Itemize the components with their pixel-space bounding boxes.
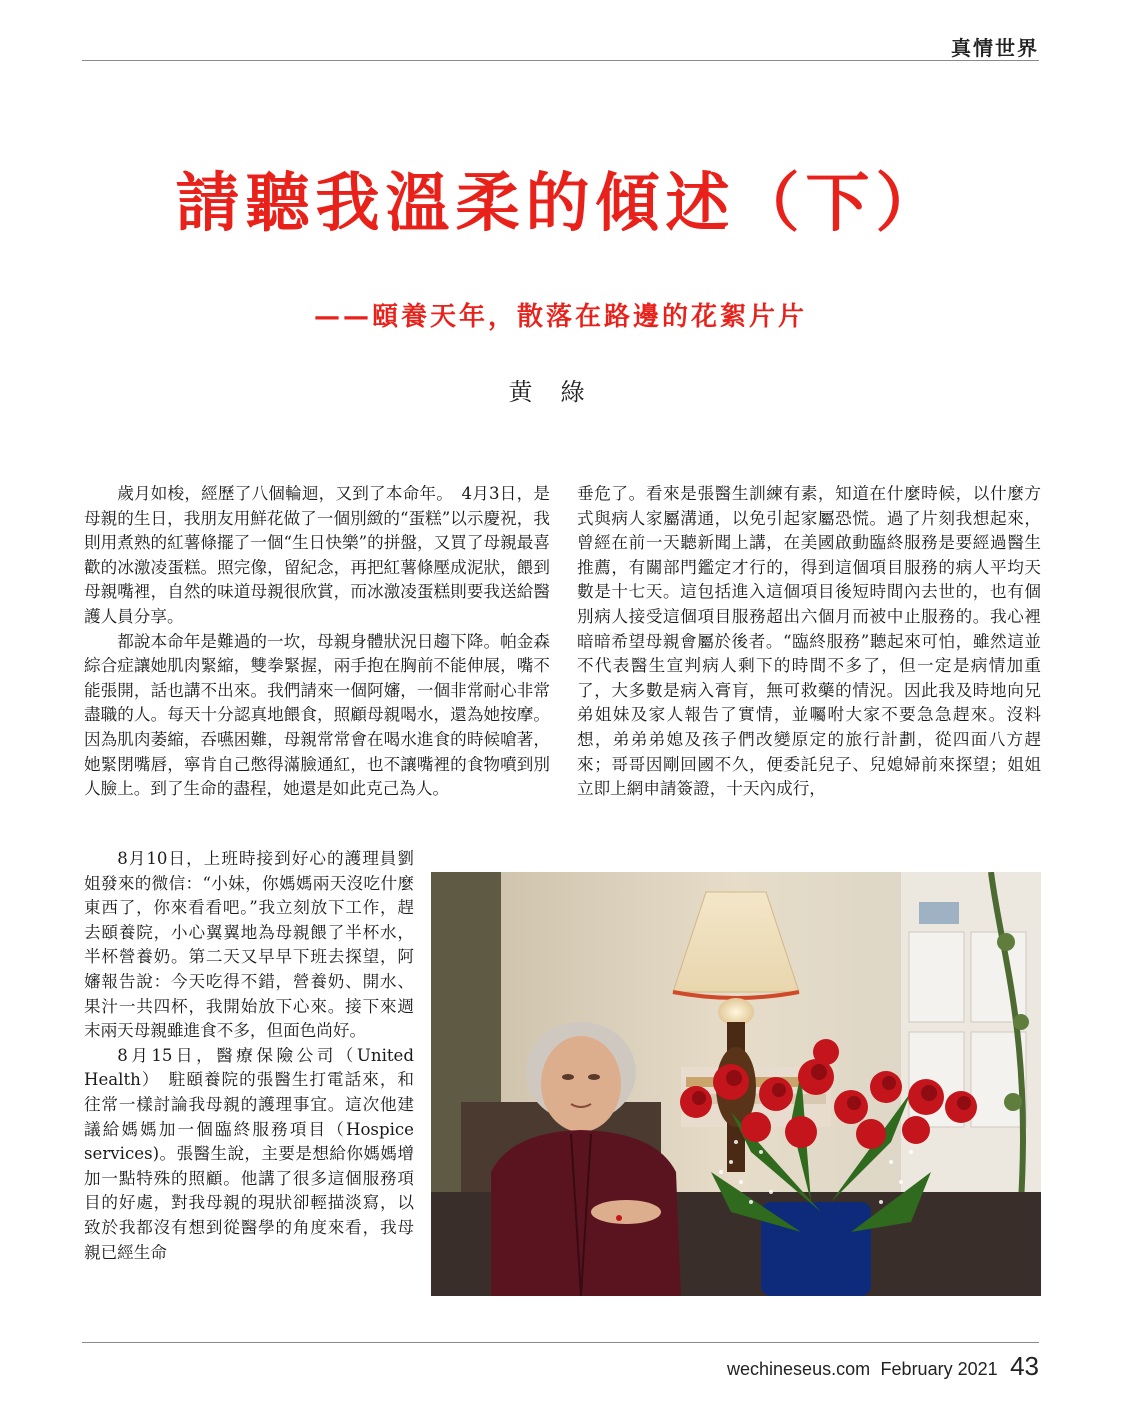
photo-elderly-woman-with-roses bbox=[431, 872, 1041, 1296]
body-column-left-top bbox=[84, 482, 550, 802]
author-name: 黄綠 bbox=[508, 378, 613, 406]
paragraph: 都說本命年是難過的一坎，母親身體狀況日趨下降。帕金森綜合症讓她肌肉緊縮，雙拳緊握，兩手抱在胸前不能伸展，嘴不能張開，話也講不出來。我們請來一個阿嬸，一個非常耐心非常盡職的人。每天十分認真地餵食，照顧母親喝水，還為她按摩。因為肌肉萎縮，吞嚥困難，母親常常會在喝水進食的時候嗆著，她緊閉嘴唇，寧肯自己憋得滿臉通紅，也不讓嘴裡的食物噴到別人臉上。到了生命的盡程，她還是如此克己為人。 bbox=[84, 631, 550, 799]
article-subtitle: ——頤養天年，散落在路邊的花絮片片 bbox=[313, 302, 807, 332]
footer-site: wechineseus.com bbox=[727, 1359, 871, 1379]
section-tag: 真情世界 bbox=[951, 36, 1039, 60]
paragraph: 8月15日，醫療保險公司（United Health） 駐頤養院的張醫生打電話來，和往常一樣討論我母親的護理事宜。這次他建議給媽媽加一個臨終服務項目（Hospice services)。張醫生說，主要是想給你媽媽增加一點特殊的照顧。他講了很多這個服務項目的好處，對我母親的現狀卻輕描淡寫，以致於我都沒有想到從醫學的角度來看，我母親已經生命 bbox=[84, 1045, 414, 1262]
article-title: 請聽我溫柔的傾述（下） bbox=[175, 167, 946, 241]
page-footer bbox=[727, 1351, 1039, 1382]
body-column-right bbox=[577, 482, 1041, 802]
paragraph: 8月10日，上班時接到好心的護理員劉姐發來的微信：“小妹，你媽媽兩天沒吃什麼東西了，你來看看吧。”我立刻放下工作，趕去頤養院，小心翼翼地為母親餵了半杯水，半杯營養奶。第二天又早早下班去探望，阿嬸報告說：今天吃得不錯，營養奶、開水、果汁一共四杯，我開始放下心來。接下來週末兩天母親雖進食不多，但面色尚好。 bbox=[84, 849, 414, 1041]
bottom-rule bbox=[82, 1342, 1039, 1343]
paragraph: 垂危了。看來是張醫生訓練有素，知道在什麼時候，以什麼方式與病人家屬溝通，以免引起家屬恐慌。過了片刻我想起來，曾經在前一天聽新聞上講，在美國啟動臨終服務是要經過醫生推薦，有關部門鑑定才行的，得到這個項目服務的病人平均天數是十七天。這包括進入這個項目後短時間內去世的，也有個別病人接受這個項目服務超出六個月而被中止服務的。我心裡暗暗希望母親會屬於後者。“臨終服務”聽起來可怕，雖然這並不代表醫生宣判病人剩下的時間不多了，但一定是病情加重了，大多數是病入膏肓，無可救藥的情況。因此我及時地向兄弟姐妹及家人報告了實情，並囑咐大家不要急急趕來。沒料想，弟弟弟媳及孩子們改變原定的旅行計劃，從四面八方趕來；哥哥因剛回國不久，便委託兒子、兒媳婦前來探望；姐姐立即上網申請簽證，十天內成行， bbox=[577, 484, 1041, 799]
body-column-left-bottom bbox=[84, 847, 414, 1265]
page-number: 43 bbox=[1010, 1351, 1039, 1381]
footer-date: February 2021 bbox=[880, 1359, 998, 1379]
article-photo bbox=[431, 872, 1041, 1296]
top-rule bbox=[82, 60, 1039, 61]
paragraph: 歲月如梭，經歷了八個輪迴，又到了本命年。 4月3日，是母親的生日，我朋友用鮮花做了一個別緻的“蛋糕”以示慶祝，我則用煮熟的紅薯條擺了一個“生日快樂”的拼盤，又買了母親最喜歡的冰激凌蛋糕。照完像，留紀念，再把紅薯條壓成泥狀，餵到母親嘴裡，自然的味道母親很欣賞，而冰激凌蛋糕則要我送給醫護人員分享。 bbox=[84, 484, 550, 626]
